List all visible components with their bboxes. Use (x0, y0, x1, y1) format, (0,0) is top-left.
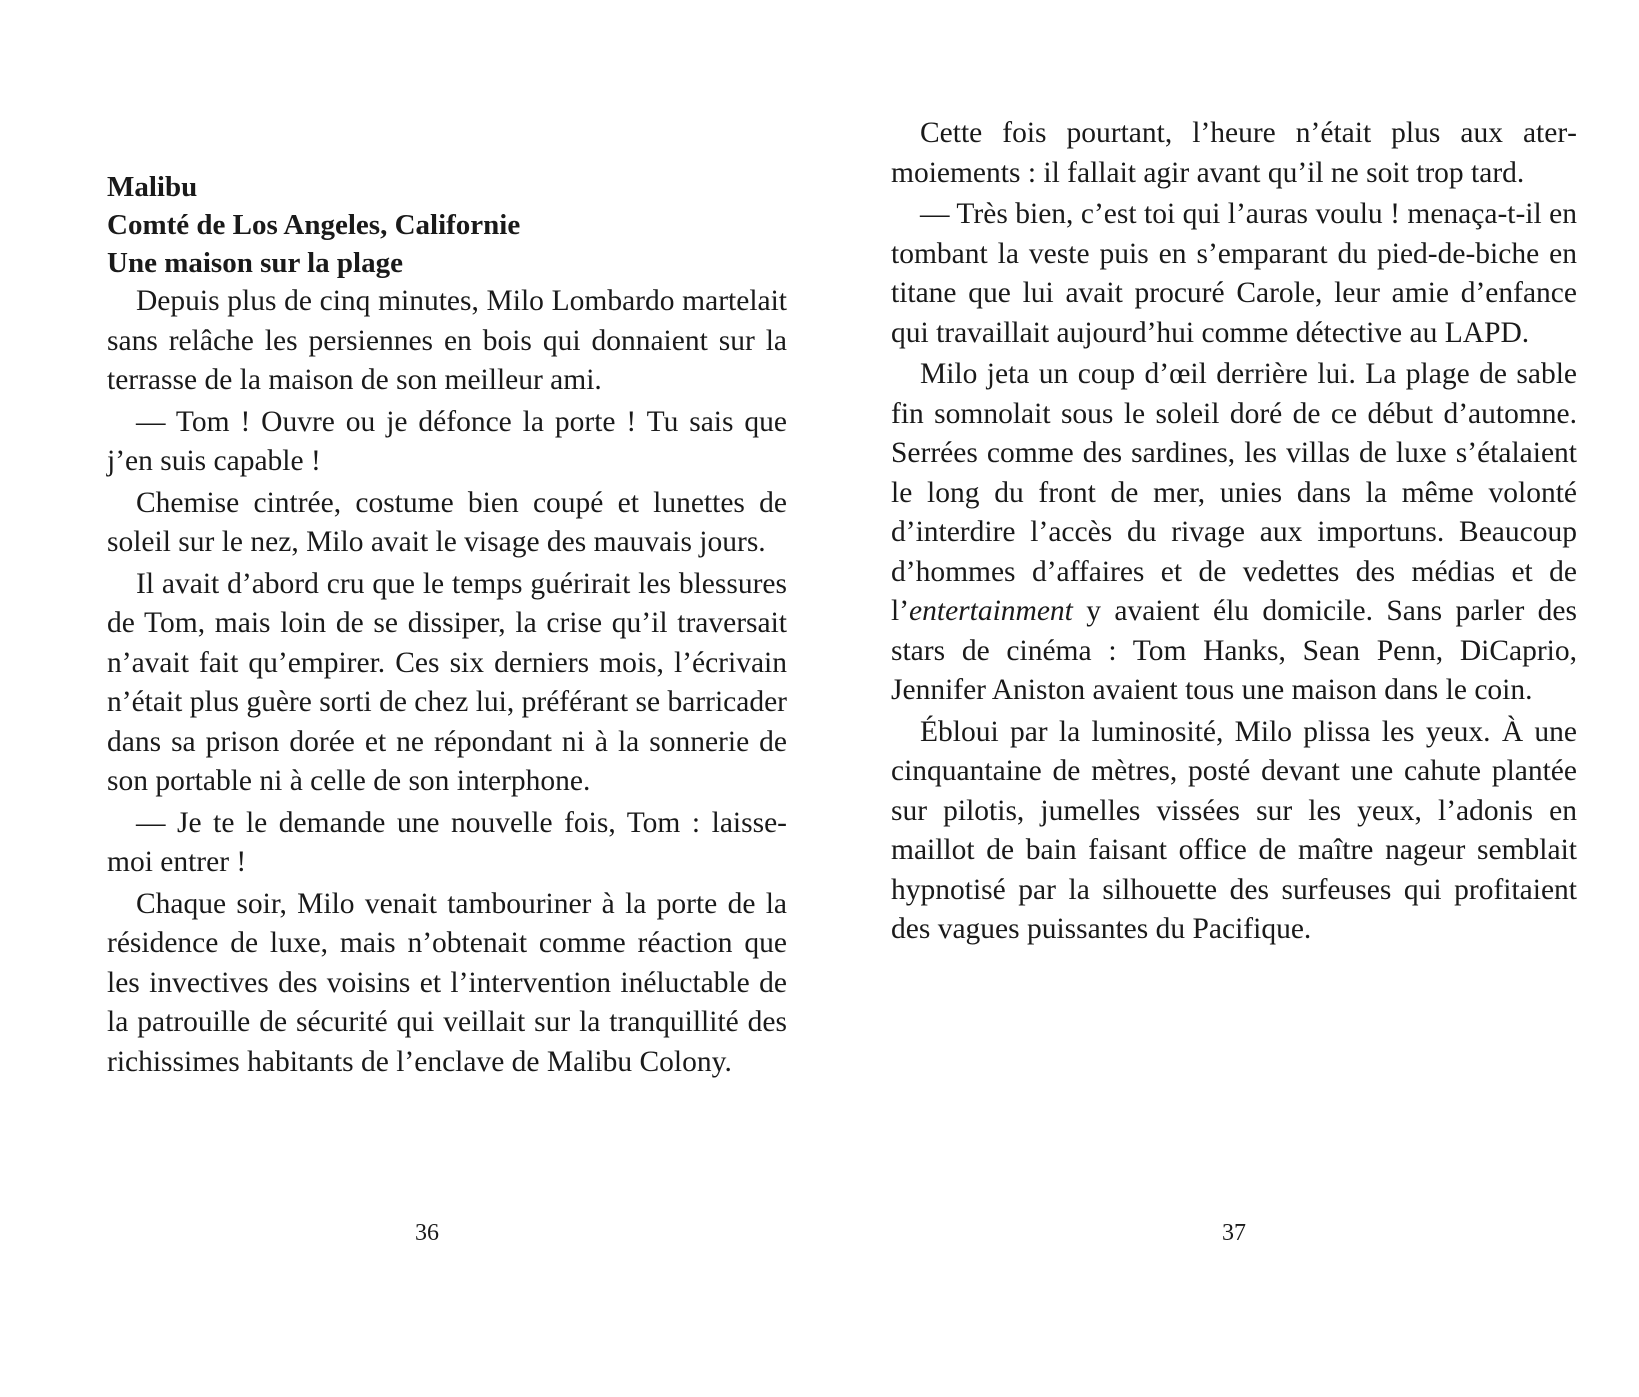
left-text-column (107, 168, 787, 1084)
paragraph: Chaque soir, Milo venait tambouriner à la porte de la résidence de luxe, mais n’obtenait comme réaction que les invectives des voisins et l’intervention inéluctable de la patrouille de sécurité qui veillait sur la tranquillité des richissimes habitants de l’enclave de Malibu Colony. (107, 887, 787, 1078)
dialogue-paragraph: — Je te le demande une nouvelle fois, Tom : laisse-moi entrer ! (107, 806, 787, 878)
right-text-column (891, 114, 1577, 952)
paragraph-text: y avaient élu domicile. Sans parler des stars de cinéma : Tom Hanks, Sean Penn, DiCaprio, Jennifer Aniston avaient tous une maison dans le coin. (891, 595, 1577, 706)
page-number: 36 (415, 1220, 439, 1246)
location-heading-line: Malibu (107, 171, 198, 203)
paragraph: Chemise cintrée, costume bien coupé et lunettes de soleil sur le nez, Milo avait le visage des mauvais jours. (107, 486, 787, 558)
italic-word: entertainment (909, 595, 1073, 627)
dialogue-paragraph: — Très bien, c’est toi qui l’auras voulu ! menaça-t-il en tombant la veste puis en s’emparant du pied-de-biche en titane que lui avait procuré Carole, leur amie d’enfance qui travaillait aujourd’hui comme détective au LAPD. (891, 198, 1577, 349)
paragraph: Depuis plus de cinq minutes, Milo Lombardo martelait sans relâche les persiennes en bois qui donnaient sur la terrasse de la maison de son meilleur ami. (107, 285, 787, 396)
location-heading-line: Comté de Los Angeles, Californie (107, 209, 521, 241)
paragraph: Il avait d’abord cru que le temps guérirait les blessures de Tom, mais loin de se dissiper, la crise qu’il traversait n’avait fait qu’empirer. Ces six derniers mois, l’écrivain n’était plus guère sorti de chez lui, préférant se barricader dans sa prison dorée et ne répondant ni à la sonnerie de son portable ni à celle de son interphone. (107, 567, 787, 797)
dialogue-paragraph: — Tom ! Ouvre ou je défonce la porte ! Tu sais que j’en suis capable ! (107, 405, 787, 477)
paragraph-text: Milo jeta un coup d’œil derrière lui. La plage de sable fin somnolait sous le soleil doré de ce début d’automne. Serrées comme des sardines, les villas de luxe s’étalaient le long du front de mer, unies dans la même volonté d’interdire l’accès du rivage aux importuns. Beaucoup d’hommes d’affaires et de vedettes des médias et de l’ (891, 358, 1577, 627)
location-heading-line: Une maison sur la plage (107, 247, 403, 279)
paragraph (891, 355, 1577, 711)
paragraph: Cette fois pourtant, l’heure n’était plus aux atermoiements : il fallait agir avant qu’il ne soit trop tard. (891, 117, 1577, 189)
page-number: 37 (1222, 1220, 1246, 1246)
paragraph: Ébloui par la luminosité, Milo plissa les yeux. À une cinquantaine de mètres, posté devant une cahute plantée sur pilotis, jumelles vissées sur les yeux, l’adonis en maillot de bain faisant office de maître nageur semblait hypnotisé par la silhouette des surfeuses qui profitaient des vagues puissantes du Pacifique. (891, 715, 1577, 945)
